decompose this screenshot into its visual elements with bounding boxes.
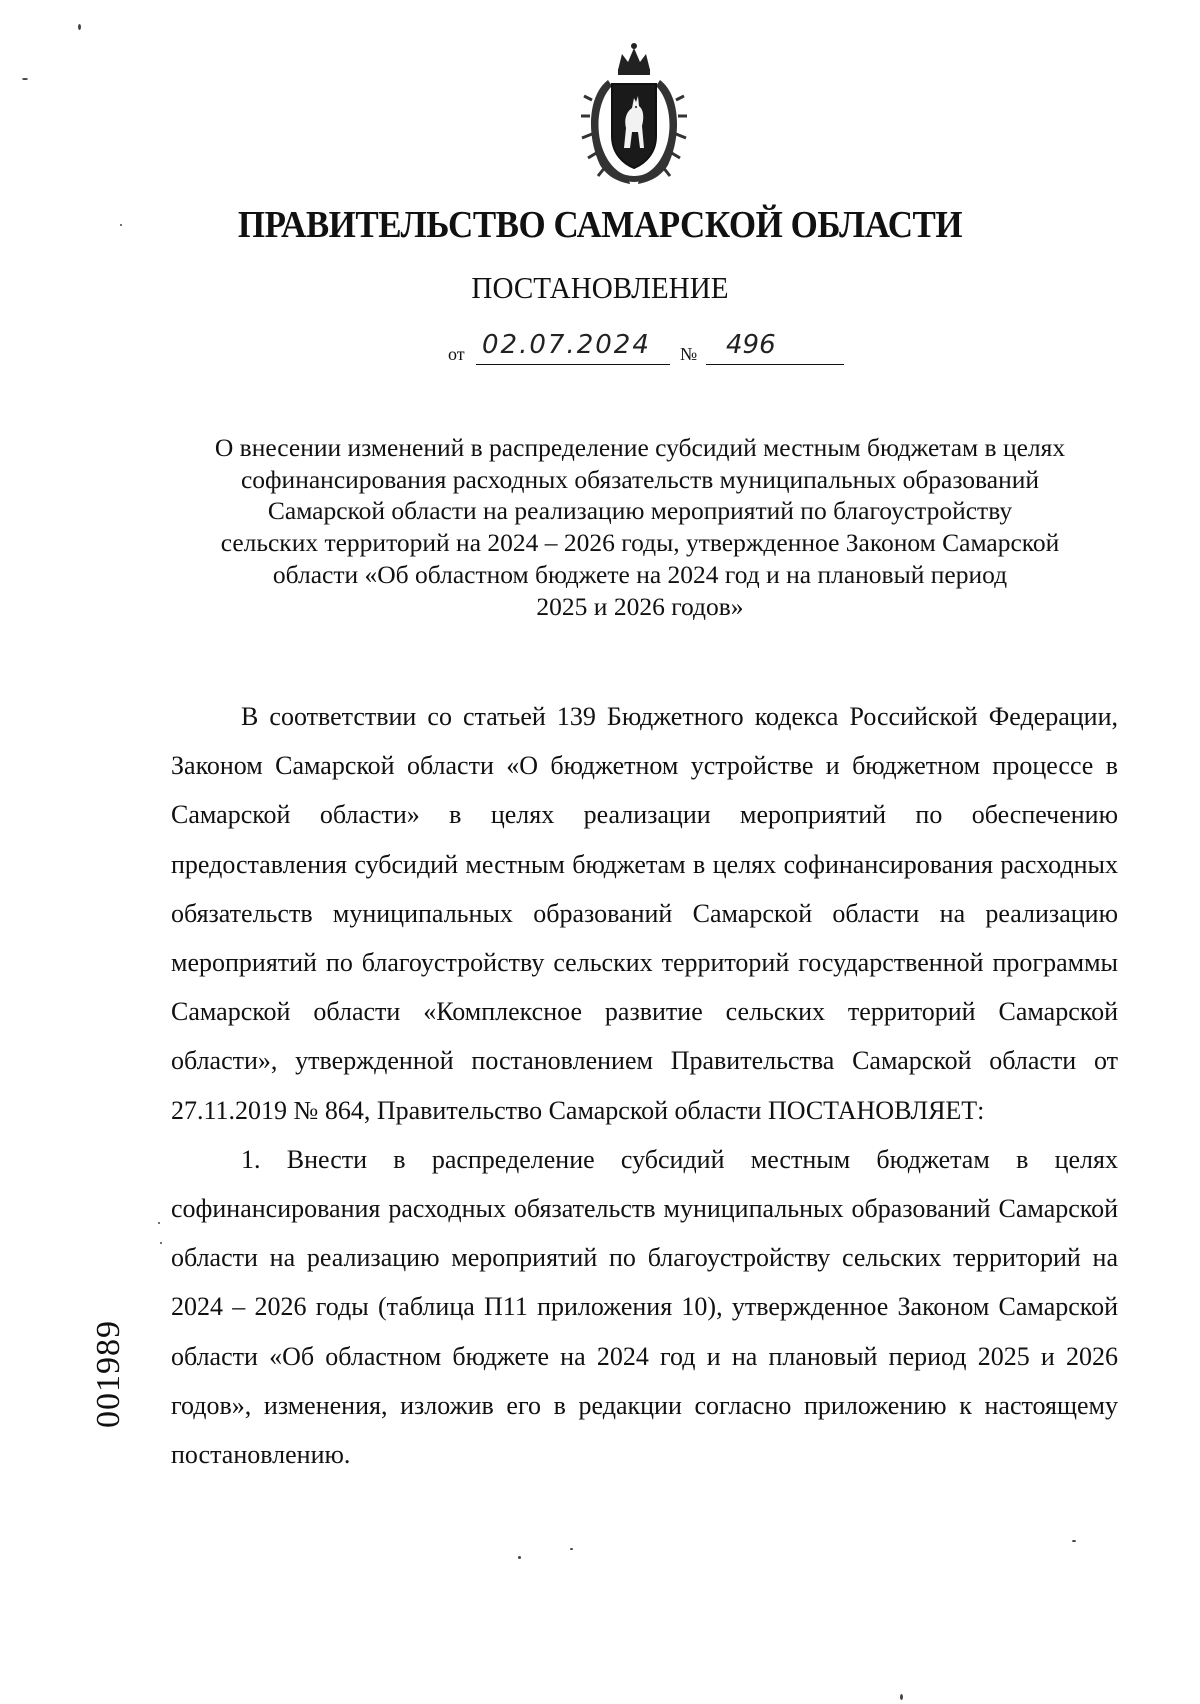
document-subject [160,432,1120,622]
subject-line: О внесении изменений в распределение субсидий местным бюджетам в целях [214,433,1066,462]
scan-speck [570,1548,573,1550]
document-number: 496 [706,330,844,365]
scan-speck [518,1556,521,1559]
document-type: ПОСТАНОВЛЕНИЕ [471,270,729,305]
scan-speck [22,78,28,80]
subject-line: софинансирования расходных обязательств муниципальных образований [240,464,1040,494]
preamble-paragraph: В соответствии со статьей 139 Бюджетного кодекса Российской Федерации, Законом Самарской области «О бюджетном устройстве и бюджетном процессе в Самарской области» в целях реализации мероприятий по обеспечению предоставления субсидий местным бюджетам в целях софинансирования расходных обязательств муниципальных образований Самарской области на реализацию мероприятий по благоустройству сельских территорий государственной программы Самарской области «Комплексное развитие сельских территорий Самарской области», утвержденной постановлением Правительства Самарской области от 27.11.2019 № 864, Правительство Самарской области ПОСТАНОВЛЯЕТ: [171,702,1118,1125]
scan-speck [120,224,122,226]
scan-speck [1072,1540,1076,1542]
scan-speck [78,24,81,30]
margin-serial-number: 001989 [90,1320,127,1428]
subject-line: сельских территорий на 2024 – 2026 годы, утвержденное Законом Самарской [220,528,1060,558]
scan-speck [900,1694,903,1700]
item-1-paragraph: 1. Внести в распределение субсидий местным бюджетам в целях софинансирования расходных обязательств муниципальных образований Самарской области на реализацию мероприятий по благоустройству сельских территорий на 2024 – 2026 годы (таблица П11 приложения 10), утвержденное Законом Самарской области «Об областном бюджете на 2024 год и на плановый период 2025 и 2026 годов», изменения, изложив его в редакции согласно приложению к настоящему постановлению. [171,1144,1118,1470]
number-prefix: № [680,344,698,364]
subject-line: Самарской области на реализацию мероприятий по благоустройству [267,496,1013,526]
government-title: ПРАВИТЕЛЬСТВО САМАРСКОЙ ОБЛАСТИ [237,204,963,246]
scan-speck [160,1242,162,1244]
scan-speck [158,1222,160,1224]
date-number-line [448,330,838,370]
document-date: 02.07.2024 [476,330,670,365]
document-body [171,692,1118,1479]
subject-line: 2025 и 2026 годов» [536,591,744,621]
subject-line: области «Об областном бюджете на 2024 год и на плановый период [272,559,1008,589]
date-prefix: от [448,344,465,364]
samara-coat-of-arms-icon [578,40,690,186]
